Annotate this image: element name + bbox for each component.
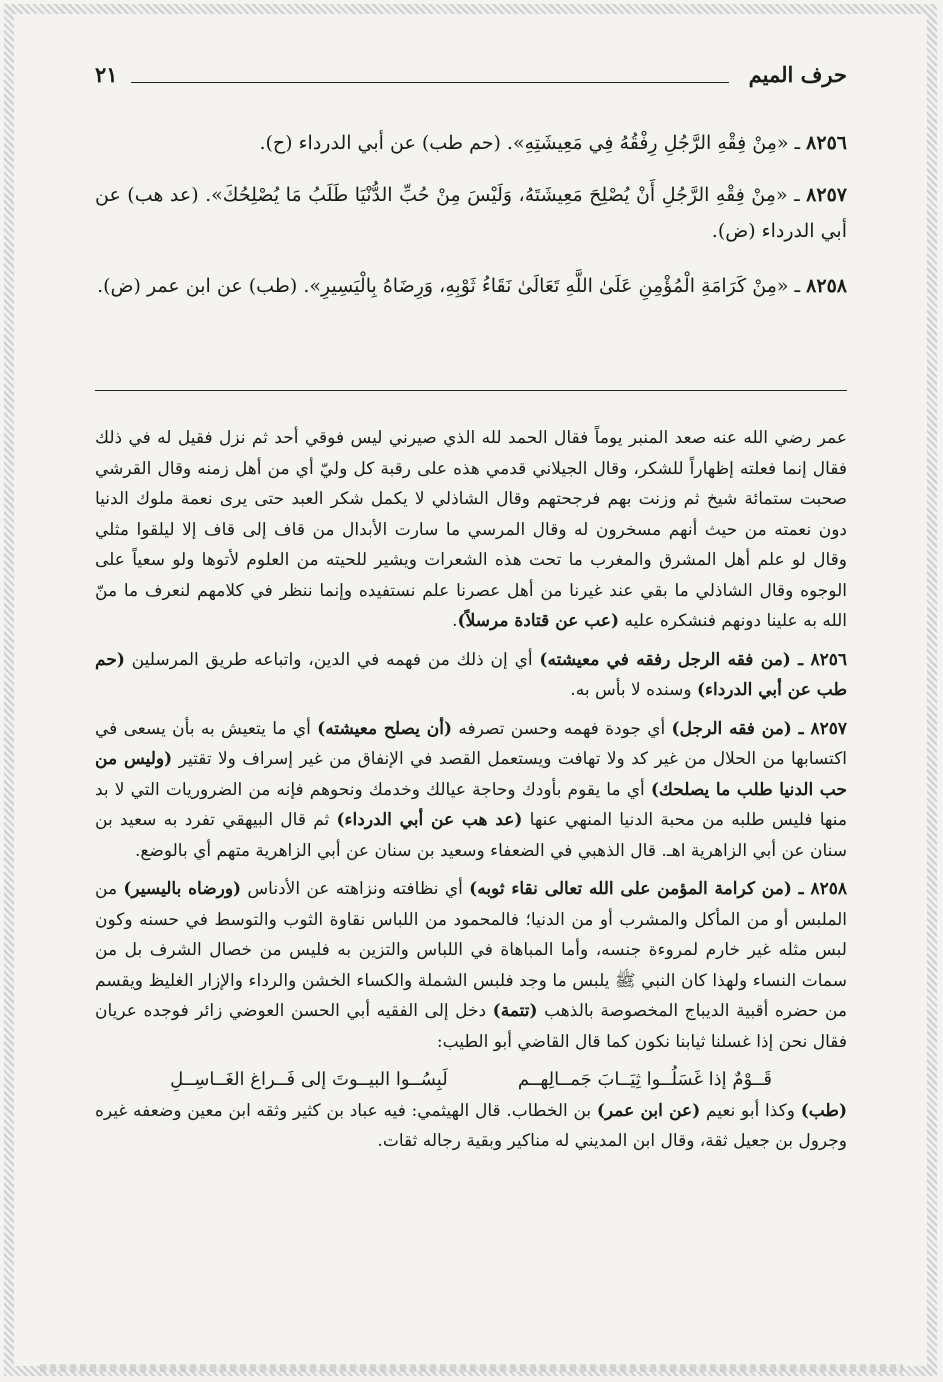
commentary-number: ٨٢٥٨ <box>810 879 848 899</box>
commentary-bold: (أن يصلح معيشته) <box>317 718 453 739</box>
commentary-bold: (عن ابن عمر) <box>596 1100 701 1121</box>
commentary-text: أي ما يتعيش به بأن يسعى في اكتسابها من الحلال من غير كد ولا تهافت ويستعمل القصد في الإنفاق من غير إسراف ولا تقتير <box>95 718 848 769</box>
commentary-8256 <box>95 645 847 706</box>
commentary-bold: ـ (من فقه الرجل رفقه في معيشته) <box>539 649 811 670</box>
hadith-text: ـ «مِنْ فِقْهِ الرَّجُلِ أَنْ يُصْلِحَ مَعِيشَتَهُ، وَلَيْسَ مِنْ حُبِّ الدُّنْيَا طَلَبُ مَا يُصْلِحُكَ». (عد هب) عن أبي الدرداء (ض). <box>95 184 847 242</box>
intro-text: عمر رضي الله عنه صعد المنبر يوماً فقال الحمد لله الذي صيرني ليس فوقي أحد ثم نزل فقيل له في ذلك فقال إنما فعلته إظهاراً للشكر، وقال الجيلاني قدمي هذه على رقبة كل وليّ أي من أهل زمنه وقال القرشي صحبت ستمائة شيخ ثم وزنت بهم فرجحتهم وقال الشاذلي لا يكمل شكر العبد حتى يرى نعمة ملوك الدنيا دون نعمته من حيث أنهم مسخرون له وقال المرسي ما سارت الأبدال من قاف إلى قاف إلا ليلقوا مثلي وقال لو علم أهل المشرق والمغرب ما تحت هذه الشعرات ويشير للحيته من العلوم لأتوها ولو سعياً على الوجوه وقال الشاذلي ما بقي عند غيرنا من أهل عصرنا علم نستفيده وإنما ننظر في كلامهم لنعرف ما منّ الله به علينا دونهم فنشكره عليه <box>95 428 847 631</box>
intro-end: . <box>452 611 458 631</box>
commentary-bold: ـ (من كرامة المؤمن على الله تعالى نقاء ثوبه) <box>469 879 811 899</box>
commentary-text: أي ما يقوم بأودك وحاجة عيالك وخدمك ونحوهم فإنه من الضروريات التي لا بد منها فليس طلبه من محبة الدنيا المنهي عنها <box>95 779 847 830</box>
commentary-final <box>95 1096 847 1157</box>
bottom-ornament <box>40 1364 903 1372</box>
chapter-title: حرف الميم <box>748 62 847 87</box>
commentary-text: أي جودة فهمه وحسن تصرفه <box>452 718 672 739</box>
hadith-8256 <box>95 125 847 161</box>
commentary-bold: (طب) <box>800 1100 847 1121</box>
hadith-number: ٨٢٥٦ <box>806 132 847 154</box>
poetry-verse <box>95 1065 847 1096</box>
verse-hemistich-right: قَــوْمٌ إذا غَسَلُــوا ثِيَــابَ جَمــالِهــم <box>517 1069 772 1090</box>
page-number: ٢١ <box>95 62 118 87</box>
header-rule <box>131 82 729 83</box>
hadith-number: ٨٢٥٧ <box>806 184 847 206</box>
verse-hemistich-left: لَبِسُــوا البيــوتَ إلى فَــراغ الغَــاسِــلِ <box>170 1069 448 1090</box>
commentary-text: بن الخطاب. قال الهيثمي: فيه عباد بن كثير وثقه ابن معين وضعفه غيره وجرول بن جعيل ثقة، وقال ابن المديني له مناكير وبقية رجاله ثقات. <box>95 1100 847 1151</box>
hadith-text: ـ «مِنْ كَرَامَةِ الْمُؤْمِنِ عَلَىٰ اللَّهِ تَعَالَىٰ نَقَاءُ ثَوْبِهِ، وَرِضَاهُ بِالْيَسِيرِ». (طب) عن ابن عمر (ض). <box>97 275 807 297</box>
hadith-8257 <box>95 177 847 249</box>
commentary-section <box>95 423 847 1165</box>
commentary-number: ٨٢٥٦ <box>810 649 847 670</box>
commentary-text: ثم قال البيهقي تفرد به سعيد بن سنان عن أبي الزاهرية اهـ. قال الذهبي في الضعفاء وسعيد بن سنان عن أبي الزاهرية متهم أي بالوضع. <box>95 810 847 861</box>
commentary-bold: (وليس من حب الدنيا طلب ما يصلحك) <box>95 749 847 800</box>
commentary-text: دخل إلى الفقيه أبي الحسن العوضي زائر فوجده عريان فقال نحن إذا غسلنا ثيابنا نكون كما قال القاضي أبو الطيب: <box>95 1001 847 1052</box>
commentary-intro <box>95 423 847 637</box>
commentary-8257 <box>95 714 847 867</box>
hadith-8258 <box>95 268 847 304</box>
hadith-text: ـ «مِنْ فِقْهِ الرَّجُلِ رِفْقُهُ فِي مَعِيشَتِهِ». (حم طب) عن أبي الدرداء (ح). <box>259 132 807 154</box>
intro-citation: (عب عن قتادة مرسلاً) <box>457 611 620 631</box>
commentary-text: وسنده لا بأس به. <box>570 680 697 700</box>
commentary-text: أي نظافته ونزاهته عن الأدناس <box>241 879 470 899</box>
commentary-bold: (تتمة) <box>492 1001 538 1021</box>
commentary-8258 <box>95 874 847 1057</box>
commentary-number: ٨٢٥٧ <box>810 718 848 739</box>
commentary-bold: (عد هب عن أبي الدرداء) <box>336 810 523 830</box>
commentary-text: أي إن ذلك من فهمه في الدين، واتباعه طريق المرسلين <box>124 649 540 670</box>
book-page <box>95 50 847 1340</box>
commentary-bold: ـ (من فقه الرجل) <box>671 718 811 739</box>
section-separator <box>95 390 847 391</box>
commentary-text: وكذا أبو نعيم <box>700 1100 801 1121</box>
commentary-text: من الملبس أو من المأكل والمشرب أو من الدنيا؛ فالمحمود من اللباس نقاوة الثوب والتوسط في حسنه وكون لبس مثله غير خارم لمروءة جنسه، وأما المباهاة في اللباس والتزين به فليس من خصال الشرف بل من سمات النساء ولهذا كان النبي ﷺ يلبس ما وجد فلبس الشملة والكساء الخشن والرداء والإزار الغليظ ويقسم من حضره أقبية الديباج المخصوصة بالذهب <box>95 879 847 1021</box>
commentary-bold: (ورضاه باليسير) <box>123 879 242 899</box>
commentary-bold: (حم طب عن أبي الدرداء) <box>95 649 847 700</box>
running-header <box>95 58 847 92</box>
hadith-number: ٨٢٥٨ <box>806 275 847 297</box>
